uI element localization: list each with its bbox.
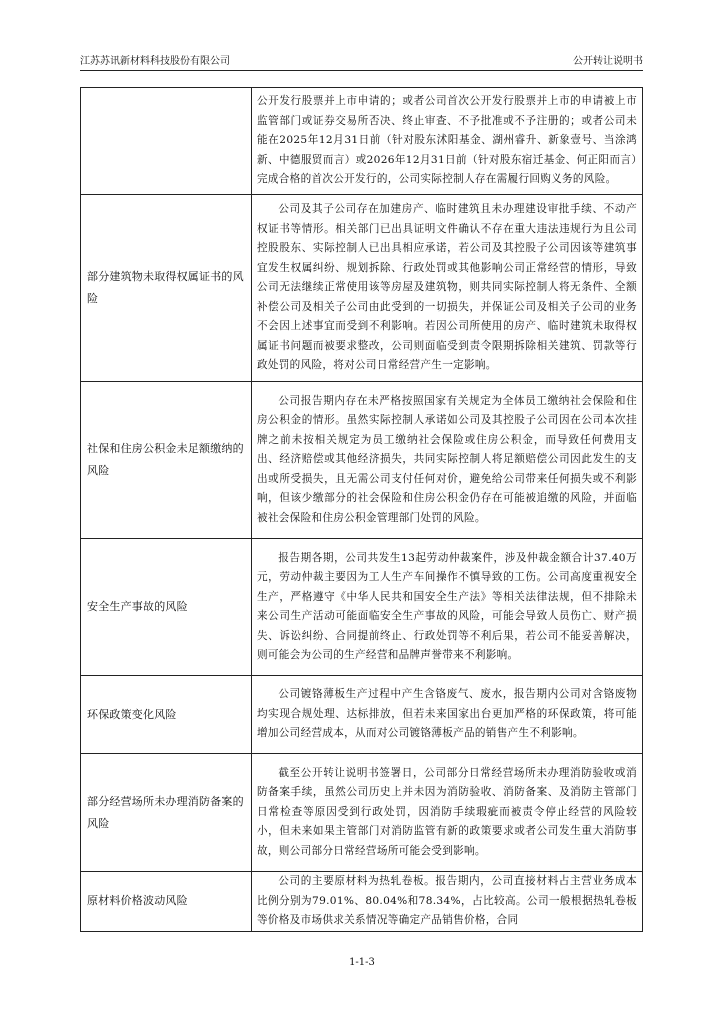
table-row — [81, 872, 643, 932]
table-row — [81, 382, 643, 539]
risk-description-text: 公开发行股票并上市申请的；或者公司首次公开发行股票并上市的申请被上市监管部门或证券交易所否决、终止审查、不予批准或不予注册的；或者公司未能在2025年12月31日前（针对股东沭阳基金、湖州睿升、新象壹号、当涂鸿新、中德服贸而言）或2026年12月31日前（针对股东宿迁基金、何正阳而言）完成合格的首次公开发行的，公司实际控制人存在需履行回购义务的风险。 — [257, 95, 637, 186]
risk-description-cell — [252, 382, 643, 539]
risk-name-cell — [81, 88, 252, 195]
risk-description-cell — [252, 872, 643, 932]
header-company-name: 江苏苏讯新材料科技股份有限公司 — [80, 56, 230, 67]
header-document-type: 公开转让说明书 — [573, 56, 643, 67]
risk-description-cell — [252, 195, 643, 382]
table-row — [81, 539, 643, 676]
risk-name-cell: 社保和住房公积金未足额缴纳的风险 — [81, 382, 252, 539]
risk-description-cell — [252, 754, 643, 872]
risk-name-cell: 原材料价格波动风险 — [81, 872, 252, 932]
risk-description-text: 报告期各期，公司共发生13起劳动仲裁案件，涉及仲裁金额合计37.40万元，劳动仲裁主要因为工人生产车间操作不慎导致的工伤。公司高度重视安全生产，严格遵守《中华人民共和国安全生产法》等相关法律法规，但不排除未来公司生产活动可能面临安全生产事故的风险，可能会导致人员伤亡、财产损失、诉讼纠纷、合同提前终止、行政处罚等不利后果，若公司不能妥善解决，则可能会为公司的生产经营和品牌声誉带来不利影响。 — [257, 551, 637, 661]
table-row — [81, 754, 643, 872]
table-row — [81, 676, 643, 754]
risk-description-cell — [252, 539, 643, 676]
risk-description-cell — [252, 88, 643, 195]
page-number: 1-1-3 — [349, 957, 375, 968]
risk-factor-table — [80, 87, 643, 932]
risk-name-cell: 部分经营场所未办理消防备案的风险 — [81, 754, 252, 872]
risk-description-text: 截至公开转让说明书签署日，公司部分日常经营场所未办理消防验收或消防备案手续，虽然公司历史上并未因为消防验收、消防备案、及消防主管部门日常检查等原因受到行政处罚，因消防手续瑕疵而被责令停止经营的风险较小，但未来如果主管部门对消防监管有新的政策要求或者公司发生重大消防事故，则公司部分日常经营场所可能会受到影响。 — [257, 766, 637, 857]
table-row — [81, 195, 643, 382]
risk-name-cell: 安全生产事故的风险 — [81, 539, 252, 676]
risk-description-text: 公司镀铬薄板生产过程中产生含铬废气、废水，报告期内公司对含铬废物均实现合规处理、达标排放，但若未来国家出台更加严格的环保政策，将可能增加公司经营成本，从而对公司镀铬薄板产品的销售产生不利影响。 — [257, 688, 637, 740]
risk-description-text: 公司报告期内存在未严格按照国家有关规定为全体员工缴纳社会保险和住房公积金的情形。虽然实际控制人承诺如公司及其控股子公司因在公司本次挂牌之前未按相关规定为员工缴纳社会保险或住房公积金，而导致任何费用支出、经济赔偿或其他经济损失，共同实际控制人将足额赔偿公司因此发生的支出或所受损失，且无需公司支付任何对价，避免给公司带来任何损失或不利影响，但该少缴部分的社会保险和住房公积金仍存在可能被追缴的风险，并面临被社会保险和住房公积金管理部门处罚的风险。 — [257, 394, 637, 524]
risk-name-cell: 环保政策变化风险 — [81, 676, 252, 754]
risk-description-cell — [252, 676, 643, 754]
risk-description-text: 公司及其子公司存在加建房产、临时建筑且未办理建设审批手续、不动产权证书等情形。相关部门已出具证明文件确认不存在重大违法违规行为且公司控股股东、实际控制人已出具相应承诺，若公司及其控股子公司因该等建筑事宜发生权属纠纷、规划拆除、行政处罚或其他影响公司正常经营的情形，导致公司无法继续正常使用该等房屋及建筑物，则共同实际控制人将无条件、全额补偿公司及相关子公司由此受到的一切损失，并保证公司及相关子公司的业务不会因上述事宜而受到不利影响。若因公司所使用的房产、临时建筑未取得权属证书问题而被要求整改，公司则面临受到责令限期拆除相关建筑、罚款等行政处罚的风险，将对公司日常经营产生一定影响。 — [257, 203, 637, 372]
page-header — [80, 52, 643, 71]
risk-description-text: 公司的主要原材料为热轧卷板。报告期内，公司直接材料占主营业务成本比例分别为79.01%、80.04%和78.34%，占比较高。公司一般根据热轧卷板等价格及市场供求关系情况等确定产品销售价格，合同 — [257, 875, 637, 926]
table-row — [81, 88, 643, 195]
risk-name-cell: 部分建筑物未取得权属证书的风险 — [81, 195, 252, 382]
